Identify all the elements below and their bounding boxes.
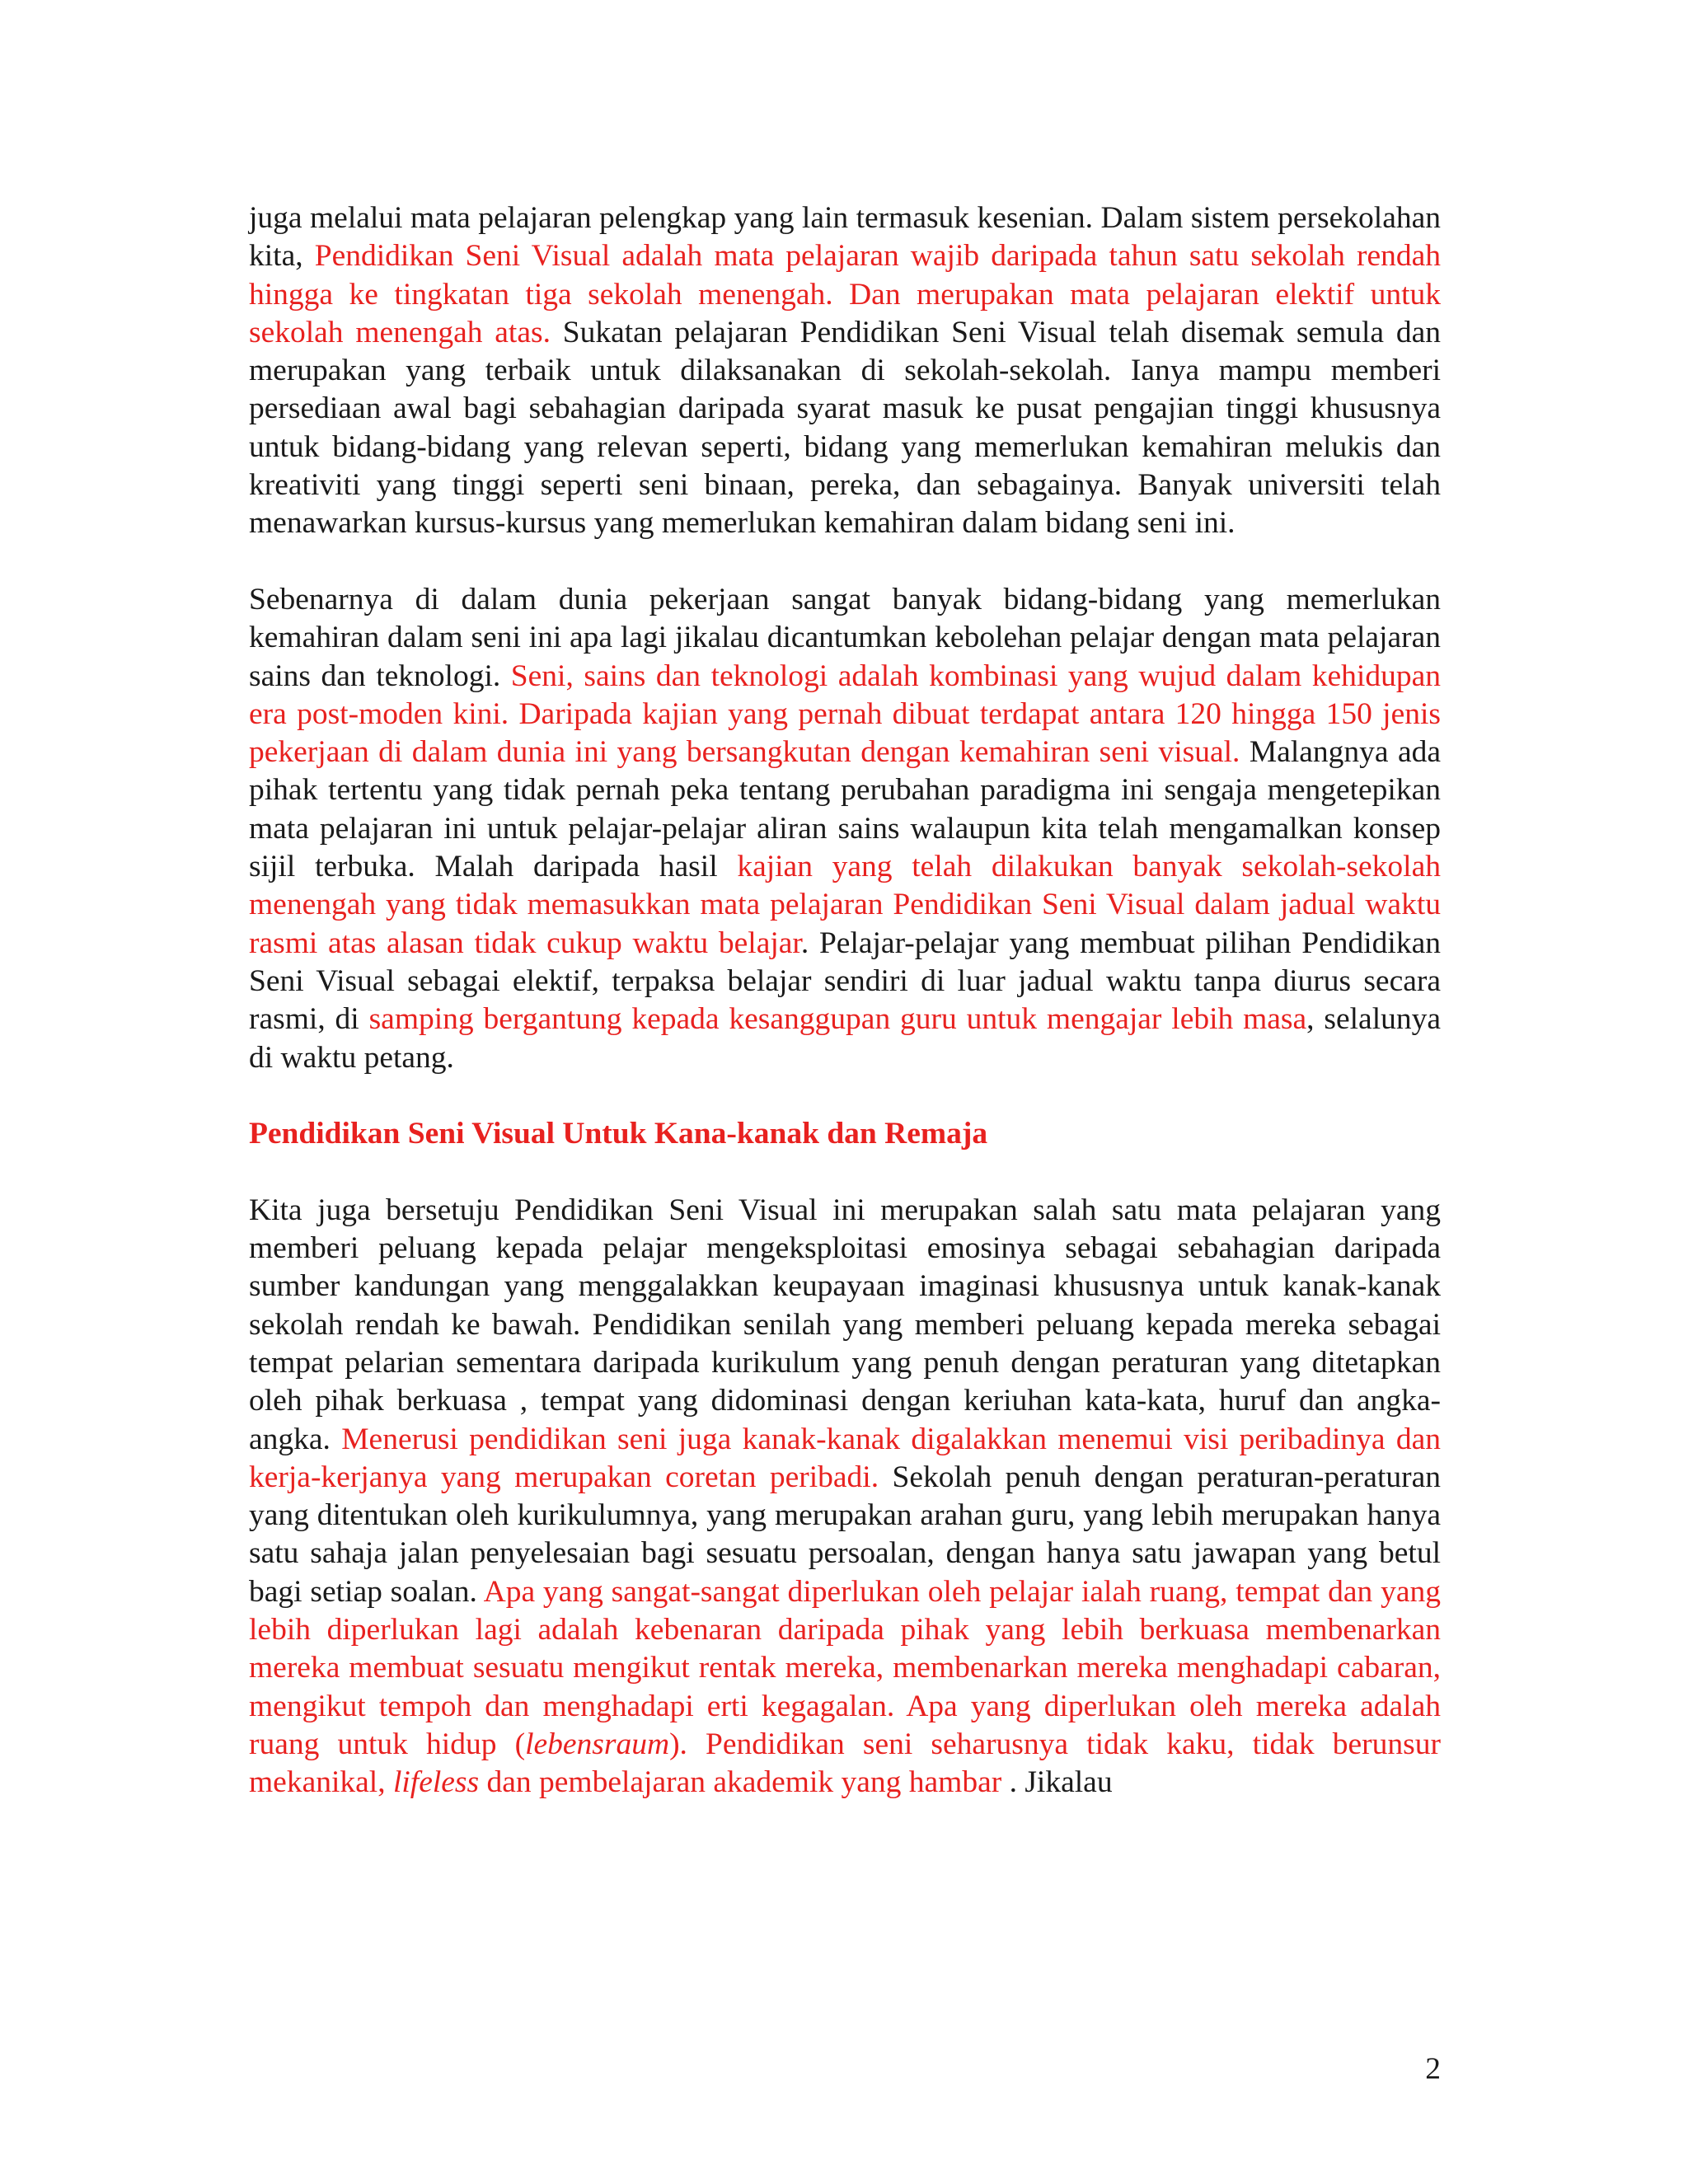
paragraph-1-highlight: Pendidikan Seni Visual adalah mata pelajaran wajib daripada tahun satu sekolah rendah hingga ke tingkatan tiga sekolah menengah. Dan merupakan mata pelajaran elektif untuk sekolah menengah atas.	[249, 239, 1441, 349]
paragraph-3-italic-lebensraum: lebensraum	[525, 1727, 670, 1761]
paragraph-2-highlight-b: kajian yang telah dilakukan banyak sekolah-sekolah menengah yang tidak memasukkan mata pelajaran Pendidikan Seni Visual dalam jadual waktu rasmi atas alasan tidak cukup waktu belajar	[249, 850, 1441, 960]
paragraph-3-text-b: Sekolah penuh dengan peraturan-peraturan yang ditentukan oleh kurikulumnya, yang merupakan arahan guru, yang lebih merupakan hanya satu sahaja jalan penyelesaian bagi sesuatu persoalan, dengan hanya satu jawapan yang betul bagi setiap soalan.	[249, 1460, 1441, 1609]
paragraph-3-text-c: . Jikalau	[1001, 1765, 1113, 1800]
paragraph-3-highlight-d: dan pembelajaran akademik yang hambar	[479, 1765, 1002, 1800]
paragraph-2-text-a: Sebenarnya di dalam dunia pekerjaan sangat banyak bidang-bidang yang memerlukan kemahiran dalam seni ini apa lagi jikalau dicantumkan kebolehan pelajar dengan mata pelajaran sains dan teknologi.	[249, 582, 1441, 693]
paragraph-3-italic-lifeless: lifeless	[392, 1765, 480, 1800]
paragraph-2-text-d: , selalunya di waktu petang.	[249, 1002, 1442, 1075]
paragraph-2-highlight-c: samping bergantung kepada kesanggupan guru untuk mengajar lebih masa	[368, 1002, 1307, 1037]
paragraph-2	[249, 581, 1441, 1077]
section-heading: Pendidikan Seni Visual Untuk Kana-kanak dan Remaja	[249, 1117, 988, 1151]
document-page	[249, 199, 1441, 1840]
paragraph-3-text-a: Kita juga bersetuju Pendidikan Seni Visual ini merupakan salah satu mata pelajaran yang memberi peluang kepada pelajar mengeksploitasi emosinya sebagai sebahagian daripada sumber kandungan yang menggalakkan keupayaan imaginasi khususnya untuk kanak-kanak sekolah rendah ke bawah. Pendidikan senilah yang memberi peluang kepada mereka sebagai tempat pelarian sementara daripada kurikulum yang penuh dengan peraturan yang ditetapkan oleh pihak berkuasa , tempat yang didominasi dengan keriuhan kata-kata, huruf dan angka-angka.	[249, 1193, 1441, 1456]
paragraph-1-text-a: juga melalui mata pelajaran pelengkap yang lain termasuk kesenian. Dalam sistem persekolahan kita,	[249, 201, 1441, 274]
paragraph-1	[249, 199, 1441, 543]
paragraph-3-highlight-c: ). Pendidikan seni seharusnya tidak kaku, tidak berunsur mekanikal,	[249, 1727, 1441, 1800]
page-number: 2	[1425, 2052, 1441, 2086]
paragraph-3-highlight-b: Apa yang sangat-sangat diperlukan oleh pelajar ialah ruang, tempat dan yang lebih diperlukan lagi adalah kebenaran daripada pihak yang lebih berkuasa membenarkan mereka membuat sesuatu mengikut rentak mereka, membenarkan mereka menghadapi cabaran, mengikut tempoh dan menghadapi erti kegagalan. Apa yang diperlukan oleh mereka adalah ruang untuk hidup (	[249, 1574, 1441, 1761]
paragraph-3	[249, 1192, 1441, 1802]
paragraph-2-text-b: Malangnya ada pihak tertentu yang tidak pernah peka tentang perubahan paradigma ini sengaja mengetepikan mata pelajaran ini untuk pelajar-pelajar aliran sains walaupun kita telah mengamalkan konsep sijil terbuka. Malah daripada hasil	[249, 735, 1441, 884]
paragraph-3-highlight-a: Menerusi pendidikan seni juga kanak-kanak digalakkan menemui visi peribadinya dan kerja-kerjanya yang merupakan coretan peribadi.	[249, 1422, 1441, 1494]
paragraph-2-text-c: . Pelajar-pelajar yang membuat pilihan Pendidikan Seni Visual sebagai elektif, terpaksa belajar sendiri di luar jadual waktu tanpa diurus secara rasmi, di	[249, 926, 1441, 1037]
paragraph-2-highlight-a: Seni, sains dan teknologi adalah kombinasi yang wujud dalam kehidupan era post-moden kini. Daripada kajian yang pernah dibuat terdapat antara 120 hingga 150 jenis pekerjaan di dalam dunia ini yang bersangkutan dengan kemahiran seni visual.	[249, 658, 1441, 770]
paragraph-1-text-b: Sukatan pelajaran Pendidikan Seni Visual telah disemak semula dan merupakan yang terbaik untuk dilaksanakan di sekolah-sekolah. Ianya mampu memberi persediaan awal bagi sebahagian daripada syarat masuk ke pusat pengajian tinggi khususnya untuk bidang-bidang yang relevan seperti, bidang yang memerlukan kemahiran melukis dan kreativiti yang tinggi seperti seni binaan, pereka, dan sebagainya. Banyak universiti telah menawarkan kursus-kursus yang memerlukan kemahiran dalam bidang seni ini.	[249, 315, 1442, 541]
